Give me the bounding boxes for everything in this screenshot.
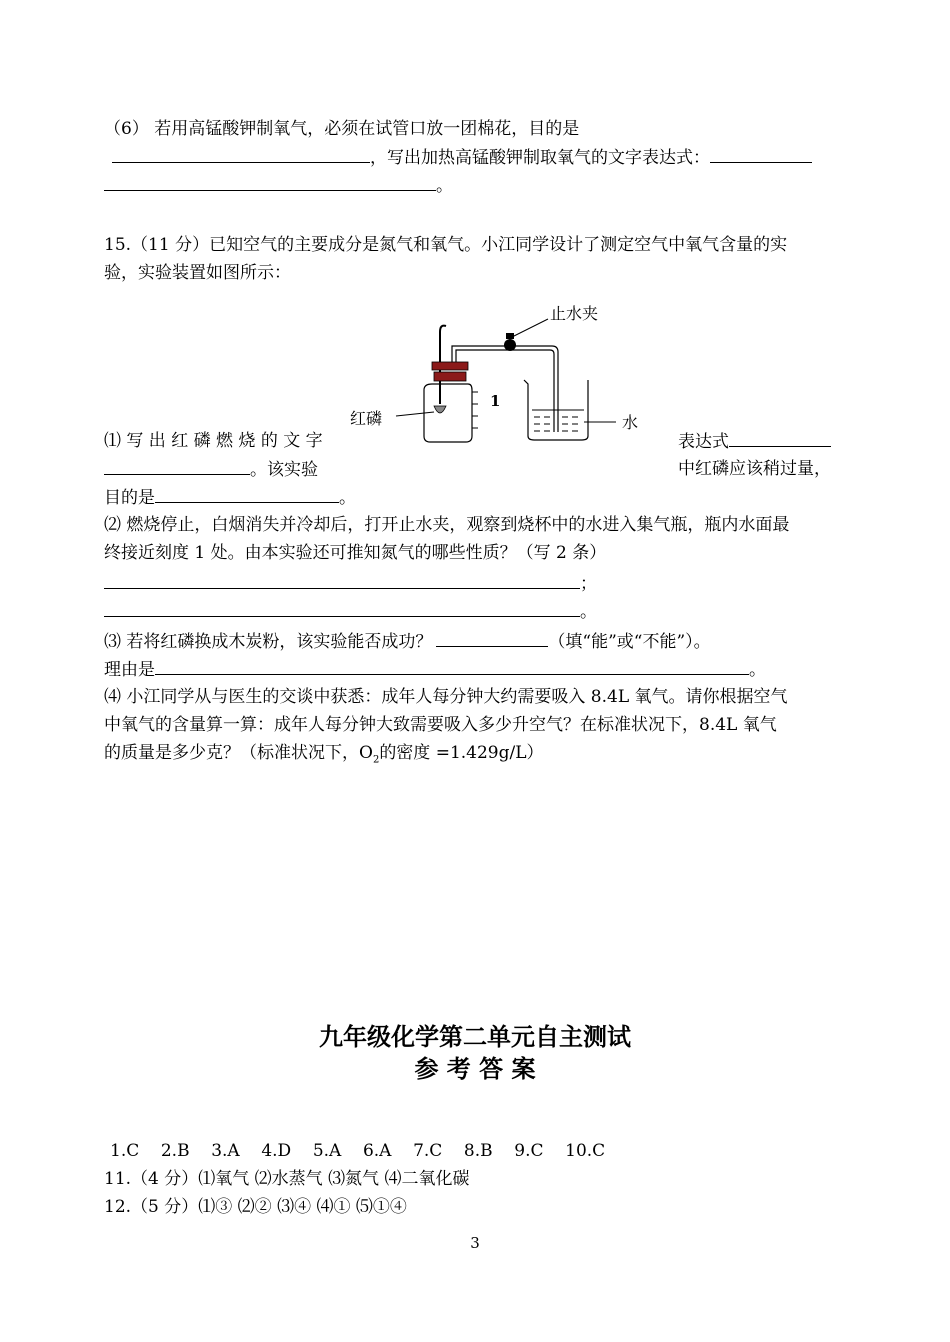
semicolon: ； [580, 574, 597, 594]
q15-part1-line2-left [104, 458, 318, 481]
q15-part1-line2-text: 。该实验 [250, 460, 318, 480]
q15-part1-right-text: 表达式 [678, 432, 729, 452]
q6-line2-text: ，写出加热高锰酸钾制取氧气的文字表达式： [370, 148, 710, 168]
q15-part1-right [678, 430, 831, 453]
mc-answers [110, 1140, 605, 1162]
clamp-handle [506, 333, 514, 339]
page-number: 3 [470, 1234, 480, 1252]
q15-part3-text: ⑶ 若将红磷换成木炭粉，该实验能否成功？ [104, 632, 433, 652]
answer-blank[interactable] [104, 572, 580, 589]
mc-answer: 6.A [362, 1141, 392, 1161]
q15-intro-line2: 验，实验装置如图所示： [104, 263, 291, 283]
answer-blank[interactable] [155, 658, 749, 675]
answer-blank[interactable] [710, 146, 812, 163]
answer-blank[interactable] [104, 174, 436, 191]
q15-part4-line1: ⑷ 小江同学从与医生的交谈中获悉：成年人每分钟大约需要吸入 8.4L 氧气。请你根据空气 [104, 687, 788, 707]
q15-part4-line3-b: 的密度 =1.429g/L） [379, 743, 544, 763]
answer-blank[interactable] [112, 146, 370, 163]
delivery-tube-inner [456, 350, 554, 432]
q15-part2-blank1 [104, 572, 597, 595]
delivery-tube-outer [452, 346, 558, 432]
water-label: 水 [622, 413, 639, 432]
water-stop-clamp[interactable] [504, 339, 516, 351]
mc-answer: 9.C [514, 1141, 544, 1161]
mc-answer: 8.B [463, 1141, 493, 1161]
q15-part3-line2 [104, 658, 766, 681]
stopper-bottom [434, 372, 466, 381]
answer-blank[interactable] [104, 458, 250, 475]
clamp-pointer [512, 319, 548, 337]
q15-part3-reason-label: 理由是 [104, 660, 155, 680]
q6-line1: （6） 若用高锰酸钾制氧气，必须在试管口放一团棉花，目的是 [104, 119, 580, 139]
mc-answer: 3.A [211, 1141, 240, 1161]
q15-part2-line1: ⑵ 燃烧停止，白烟消失并冷却后，打开止水夹，观察到烧杯中的水进入集气瓶，瓶内水面最 [104, 515, 790, 535]
q15-part4-line3 [104, 742, 544, 771]
q15-part4-line2: 中氧气的含量算一算：成年人每分钟大致需要吸入多少升空气？在标准状况下，8.4L 氧气 [104, 715, 777, 735]
clamp-label: 止水夹 [550, 304, 599, 323]
q15-part2-line2: 终接近刻度 1 处。由本实验还可推知氮气的哪些性质？（写 2 条） [104, 543, 607, 563]
apparatus-diagram [340, 296, 640, 452]
period: 。 [339, 488, 356, 508]
mc-answer: 10.C [565, 1141, 606, 1161]
mc-answer: 1.C [110, 1141, 140, 1161]
answer-11: 11.（4 分）⑴氧气 ⑵水蒸气 ⑶氮气 ⑷二氧化碳 [104, 1169, 470, 1189]
answer-key-subtitle: 参 考 答 案 [414, 1055, 536, 1083]
gas-collecting-bottle [424, 384, 472, 442]
answer-key-title: 九年级化学第二单元自主测试 [319, 1023, 631, 1051]
q15-part4-line3-a: 的质量是多少克？（标准状况下，O [104, 743, 373, 763]
answer-blank[interactable] [729, 430, 831, 447]
q6-line3 [104, 174, 453, 197]
q15-part2-blank2 [104, 600, 597, 623]
q15-part3-line1 [104, 630, 711, 653]
mc-answer: 2.B [160, 1141, 190, 1161]
period: 。 [749, 660, 766, 680]
stopper-top [432, 362, 468, 370]
mc-answer: 7.C [413, 1141, 443, 1161]
q15-part1-line3-text: 目的是 [104, 488, 155, 508]
phosphorus-pointer [396, 412, 434, 416]
answer-blank[interactable] [155, 486, 339, 503]
red-phosphorus [434, 406, 446, 413]
q15-part1-line3 [104, 486, 356, 509]
q15-part3-hint: （填“能”或“不能”）。 [548, 632, 711, 652]
answer-blank[interactable] [436, 630, 548, 647]
answer-blank[interactable] [104, 600, 580, 617]
mc-answer: 5.A [312, 1141, 342, 1161]
graduation-one-label: 1 [490, 392, 501, 410]
q15-intro-line1: 15.（11 分）已知空气的主要成分是氮气和氧气。小江同学设计了测定空气中氧气含量的实 [104, 235, 788, 255]
q6-line2 [104, 146, 812, 169]
q15-part1-line2-right: 中红磷应该稍过量， [678, 459, 831, 479]
subscript: 2 [372, 754, 380, 766]
mc-answer: 4.D [261, 1141, 292, 1161]
answer-12: 12.（5 分）⑴③ ⑵② ⑶④ ⑷① ⑸①④ [104, 1197, 407, 1217]
phosphorus-label: 红磷 [350, 409, 383, 428]
period: 。 [436, 176, 453, 196]
period: 。 [580, 602, 597, 622]
q15-part1-left: ⑴ 写 出 红 磷 燃 烧 的 文 字 [104, 431, 323, 451]
